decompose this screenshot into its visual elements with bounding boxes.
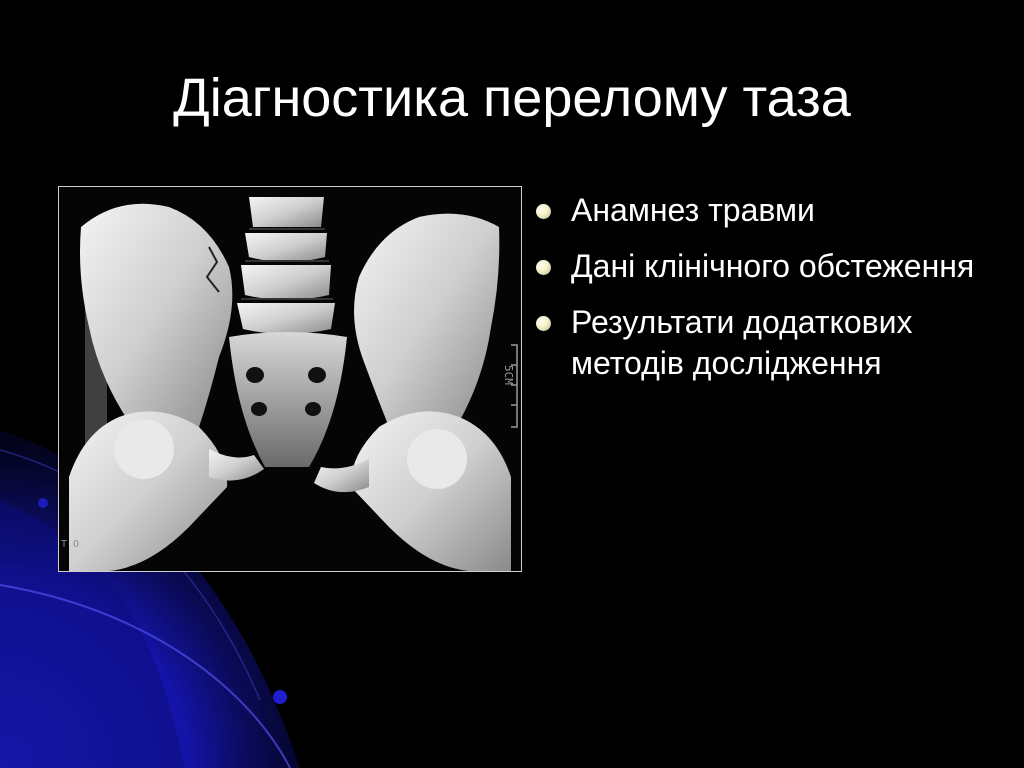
pelvis-illustration — [59, 187, 521, 571]
bullet-text: Дані клінічного обстеження — [571, 248, 975, 284]
round-bullet-icon — [536, 316, 551, 331]
bullet-text: Результати додаткових методів дослідження — [571, 304, 913, 381]
bullet-item — [530, 302, 1000, 384]
bullet-list — [530, 190, 1000, 399]
bullet-item — [530, 190, 1000, 231]
scale-label: 5CM — [502, 365, 515, 385]
bullet-item — [530, 246, 1000, 287]
bullet-text: Анамнез травми — [571, 192, 815, 228]
round-bullet-icon — [536, 204, 551, 219]
round-bullet-icon — [536, 260, 551, 275]
pelvis-ct-image — [58, 186, 522, 572]
slide-title: Діагностика перелому таза — [173, 68, 851, 128]
edge-marks: T O — [61, 539, 80, 550]
